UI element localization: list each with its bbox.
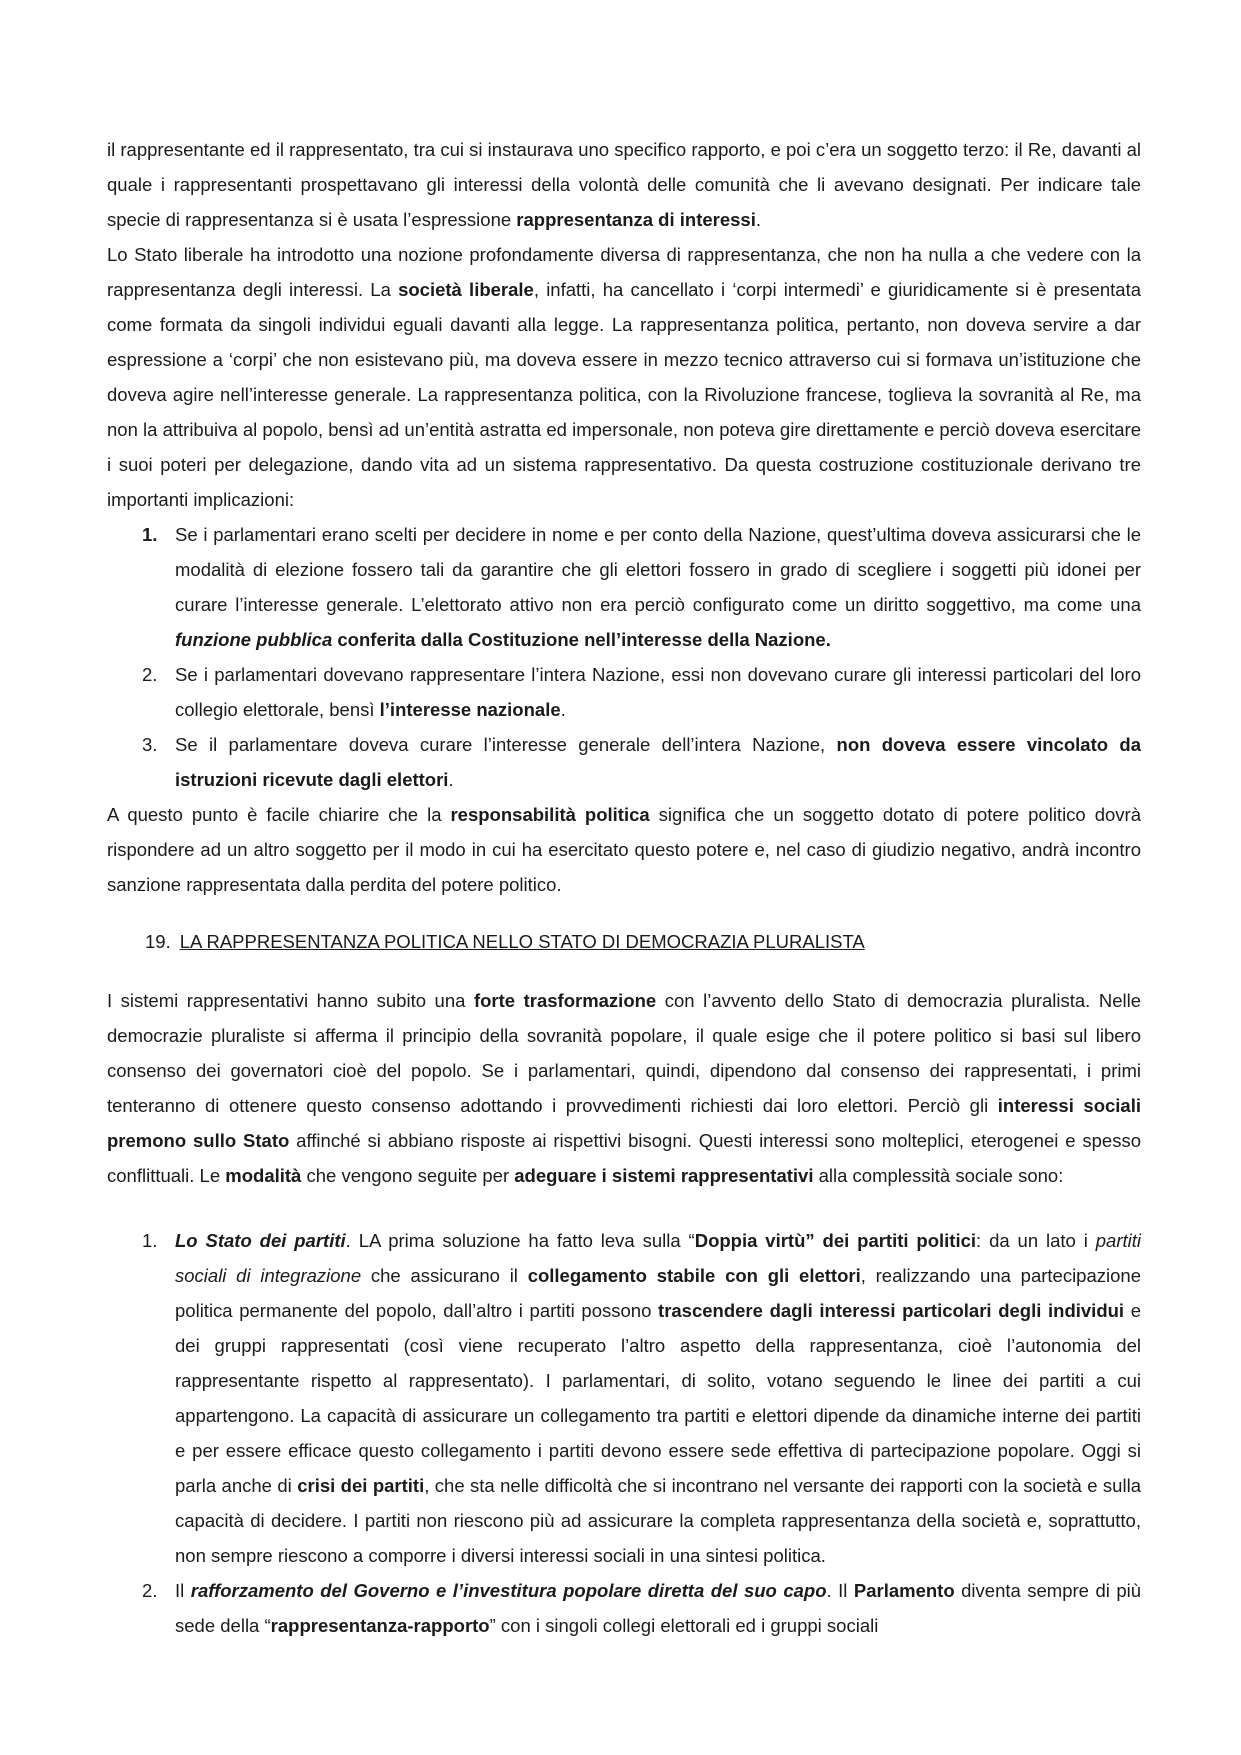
- heading-title: LA RAPPRESENTANZA POLITICA NELLO STATO DI DEMOCRAZIA PLURALISTA: [179, 931, 865, 952]
- list-marker: 2.: [142, 1580, 158, 1601]
- list-item-text: Lo Stato dei partiti. LA prima soluzione ha fatto leva sulla “Doppia virtù” dei partiti politici: da un lato i partiti sociali di integrazione che assicurano il collegamento stabile con gli elettori, realizzando una partecipazione politica permanente del popolo, dall’altro i partiti possono trascendere dagli interessi particolari degli individui e dei gruppi rappresentati (così viene recuperato l’altro aspetto della rappresentanza, cioè l’autonomia del rappresentante rispetto al rappresentato). I parlamentari, di solito, votano seguendo le linee dei partiti a cui appartengono. La capacità di assicurare un collegamento tra partiti e elettori dipende da dinamiche interne dei partiti e per essere efficace questo collegamento i partiti devono essere sede effettiva di partecipazione popolare. Oggi si parla anche di crisi dei partiti, che sta nelle difficoltà che si incontrano nel versante dei rapporti con la società e sulla capacità di decidere. I partiti non riescono più ad assicurare la completa rappresentanza della società e, soprattutto, non sempre riescono a comporre i diversi interessi sociali in una sintesi politica.: [175, 1230, 1141, 1566]
- list-item-rafforzamento-governo: [107, 1573, 1141, 1643]
- list-item-1: [107, 517, 1141, 657]
- list-item-3: [107, 727, 1141, 797]
- list-item-text: Se i parlamentari dovevano rappresentare l’intera Nazione, essi non dovevano curare gli interessi particolari del loro collegio elettorale, bensì l’interesse nazionale.: [175, 664, 1141, 720]
- list-item-text: Se i parlamentari erano scelti per decidere in nome e per conto della Nazione, quest’ultima doveva assicurarsi che le modalità di elezione fossero tali da garantire che gli elettori fossero in grado di scegliere i soggetti più idonei per curare l’interesse generale. L’elettorato attivo non era perciò configurato come un diritto soggettivo, ma come una funzione pubblica conferita dalla Costituzione nell’interesse della Nazione.: [175, 524, 1141, 650]
- section-heading: [145, 924, 1141, 959]
- list-item-text: Il rafforzamento del Governo e l’investitura popolare diretta del suo capo. Il Parlamento diventa sempre di più sede della “rappresentanza-rapporto” con i singoli collegi elettorali ed i gruppi sociali: [175, 1580, 1142, 1636]
- paragraph-stato-liberale: Lo Stato liberale ha introdotto una nozione profondamente diversa di rappresentanza, che non ha nulla a che vedere con la rappresentanza degli interessi. La società liberale, infatti, ha cancellato i ‘corpi intermedi’ e giuridicamente si è presentata come formata da singoli individui eguali davanti alla legge. La rappresentanza politica, pertanto, non doveva servire a dar espressione a ‘corpi’ che non esistevano più, ma doveva essere in mezzo tecnico attraverso cui si formava un’istituzione che doveva agire nell’interesse generale. La rappresentanza politica, con la Rivoluzione francese, toglieva la sovranità al Re, ma non la attribuiva al popolo, bensì ad un’entità astratta ed impersonale, non poteva gire direttamente e perciò doveva esercitare i suoi poteri per delegazione, dando vita ad un sistema rappresentativo. Da questa costruzione costituzionale derivano tre importanti implicazioni:: [107, 244, 1142, 510]
- document-body: [107, 132, 1141, 1643]
- list-item-text: Se il parlamentare doveva curare l’interesse generale dell’intera Nazione, non doveva essere vincolato da istruzioni ricevute dagli elettori.: [175, 734, 1141, 790]
- heading-number: 19.: [145, 931, 171, 952]
- list-marker: 2.: [142, 664, 158, 685]
- paragraph-continuation: il rappresentante ed il rappresentato, tra cui si instaurava uno specifico rapporto, e poi c’era un soggetto terzo: il Re, davanti al quale i rappresentanti prospettavano gli interessi della volontà delle comunità che li avevano designati. Per indicare tale specie di rappresentanza si è usata l’espressione rappresentanza di interessi.: [107, 139, 1141, 230]
- list-marker: 1.: [142, 524, 158, 545]
- list-item-2: [107, 657, 1141, 727]
- list-marker: 1.: [142, 1230, 158, 1251]
- list-marker: 3.: [142, 734, 158, 755]
- paragraph-sistemi-rappresentativi: I sistemi rappresentativi hanno subito una forte trasformazione con l’avvento dello Stato di democrazia pluralista. Nelle democrazie pluraliste si afferma il principio della sovranità popolare, il quale esige che il potere politico si basi sul libero consenso dei governatori cioè del popolo. Se i parlamentari, quindi, dipendono dal consenso dei rappresentati, i primi tenteranno di ottenere questo consenso adottando i provvedimenti richiesti dai loro elettori. Perciò gli interessi sociali premono sullo Stato affinché si abbiano risposte ai rispettivi bisogni. Questi interessi sono molteplici, eterogenei e spesso conflittuali. Le modalità che vengono seguite per adeguare i sistemi rappresentativi alla complessità sociale sono:: [107, 990, 1142, 1186]
- list-item-stato-dei-partiti: [107, 1223, 1141, 1573]
- paragraph-responsabilita: A questo punto è facile chiarire che la responsabilità politica significa che un soggetto dotato di potere politico dovrà rispondere ad un altro soggetto per il modo in cui ha esercitato questo potere e, nel caso di giudizio negativo, andrà incontro sanzione rappresentata dalla perdita del potere politico.: [107, 804, 1141, 895]
